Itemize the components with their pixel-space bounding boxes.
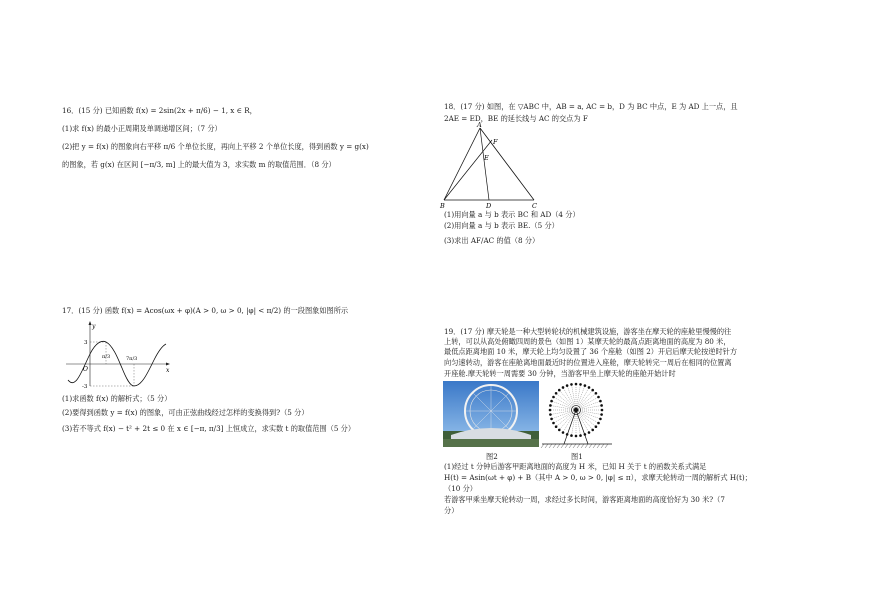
wheel-cabin [552, 396, 555, 399]
ground-hatch [573, 444, 576, 448]
wheel-cabin [579, 383, 582, 386]
ground-hatch [557, 444, 560, 448]
wheel-cabin [597, 396, 600, 399]
q19-part1-line2: H(t) = Asin(ωt + φ) + B（其中 A > 0, ω > 0, |φ| ≤ π），求摩天轮转动一周的解析式 H(t)； [444, 473, 752, 482]
q19-part2-line2: 分） [444, 506, 459, 515]
q17-top-value: 3 [84, 340, 88, 346]
q19-stem-line2: 上转，可以从高处俯瞰四周的景色（如图 1）某摩天轮的最高点距离地面的高度为 80 米， [444, 337, 731, 346]
ground-hatch [569, 444, 572, 448]
wheel-cabin [575, 383, 578, 386]
ground-hatch [541, 444, 544, 448]
wheel-cabin [575, 435, 578, 438]
wheel-spoke [576, 401, 600, 410]
wheel-cabin [570, 383, 573, 386]
q17-tick-7pi-3: 7π/3 [126, 356, 138, 362]
q17-y-label: y [92, 323, 96, 330]
wheel-spoke [567, 386, 576, 410]
q19-stem-line5: 开座舱.摩天轮转一周需要 30 分钟，当游客甲坐上摩天轮的座舱开始计时 [444, 369, 676, 378]
q19-stem-line1: 19．(17 分) 摩天轮是一种大型转轮状的机械建筑设施，游客坐在摩天轮的座舱里慢慢的往 [444, 327, 732, 336]
q17-bottom-value: -3 [82, 384, 88, 390]
ground-hatch [581, 444, 584, 448]
wheel-cabin [600, 404, 603, 407]
wheel-cabin [597, 422, 600, 425]
q18-label-d: D [486, 202, 492, 210]
q19-stem-line4: 向匀速转动，游客在座舱离地面最近时的位置进入座舱，摩天轮转完一周后在相同的位置离 [444, 358, 732, 367]
wheel-spoke [576, 386, 585, 410]
wheel-spoke [552, 401, 576, 410]
q17-part3: (3)若不等式 f(x) − t² + 2t ≤ 0 在 x ∈ [−π, π/3] 上恒成立，求实数 t 的取值范围（5 分） [62, 424, 356, 433]
q17-part2: (2)要得到函数 y = f(x) 的图象，可由正弦曲线经过怎样的变换得到?（5 分） [62, 408, 309, 417]
ground-hatch [577, 444, 580, 448]
q18-part3: (3)求出 AF/AC 的值（8 分） [444, 236, 540, 245]
q18-label-c: C [532, 202, 537, 210]
wheel-spoke [552, 410, 576, 419]
q18-part2: (2)用向量 a 与 b 表示 BE.（5 分） [444, 221, 559, 230]
wheel-cabin [588, 386, 591, 389]
q17-tick-pi-3: π/3 [102, 354, 111, 360]
q17-x-label: x [166, 367, 170, 374]
wheel-cabin [588, 431, 591, 434]
wheel-cabin [549, 413, 552, 416]
wheel-cabin [570, 434, 573, 437]
wheel-support-right [576, 410, 588, 444]
wheel-spoke [576, 387, 589, 410]
q19-part1-line1: (1)经过 t 分钟后游客甲距离地面的高度为 H 米，已知 H 关于 t 的函数关系式满足 [444, 462, 707, 471]
wheel-cabin [595, 425, 598, 428]
wheel-cabin [552, 422, 555, 425]
wheel-cabin [562, 431, 565, 434]
wheel-cabin [601, 409, 604, 412]
ground-hatch [605, 444, 608, 448]
q18-label-f: F [493, 138, 498, 146]
wheel-cabin [555, 425, 558, 428]
ground-hatch [561, 444, 564, 448]
wheel-cabin [579, 434, 582, 437]
q18-label-b: B [440, 202, 445, 210]
ground-hatch [585, 444, 588, 448]
q18-part1: (1)用向量 a 与 b 表示 BC 和 AD（4 分） [444, 210, 580, 219]
wheel-cabin [549, 409, 552, 412]
q16-part2-line2: 的图象，若 g(x) 在区间 [−π/3, m] 上的最大值为 3，求实数 m 的取值范围．（8 分） [62, 160, 336, 169]
wheel-support-left [564, 410, 576, 444]
ferris-wheel-photo [443, 381, 539, 447]
ground-hatch [601, 444, 604, 448]
wheel-cabin [591, 429, 594, 432]
q18-stem-line2: 2AE = ED，BE 的延长线与 AC 的交点为 F [444, 114, 588, 123]
wheel-cabin [595, 392, 598, 395]
wheel-cabin [558, 429, 561, 432]
wheel-cabin [584, 384, 587, 387]
q18-label-a: A [477, 121, 482, 129]
q18-label-e: E [484, 154, 489, 162]
wheel-cabin [550, 418, 553, 421]
wheel-spoke [576, 397, 599, 410]
q17-stem: 17．(15 分) 函数 f(x) = Acos(ωx + φ)(A > 0, ω > 0, |φ| < π/2) 的一段图象如图所示 [62, 306, 349, 315]
q17-origin-label: O [83, 366, 88, 373]
ground-hatch [589, 444, 592, 448]
wheel-cabin [550, 400, 553, 403]
q19-stem-line3: 最低点距离地面 10 米，摩天轮上均匀设置了 36 个座舱（如图 2）开启后摩天轮按逆时针方 [444, 347, 738, 356]
fig2-caption: 图2 [486, 452, 498, 461]
wheel-spoke [553, 410, 576, 423]
wheel-cabin [566, 384, 569, 387]
q16-part2-line1: (2)把 y = f(x) 的图象向右平移 π/6 个单位长度，再向上平移 2 个单位长度，得到函数 y = g(x) [62, 142, 369, 151]
wheel-cabin [549, 404, 552, 407]
ground-hatch [545, 444, 548, 448]
fig1-caption: 图1 [571, 452, 583, 461]
wheel-spoke [563, 387, 576, 410]
q18-stem-line1: 18．(17 分) 如图，在 ▽ABC 中，AB = a, AC = b，D 为 BC 中点，E 为 AD 上一点，且 [444, 102, 738, 111]
ground-hatch [597, 444, 600, 448]
wheel-spoke [553, 397, 576, 410]
q16-stem: 16．(15 分) 已知函数 f(x) = 2sin(2x + π/6) − 1, x ∈ R， [62, 106, 257, 115]
q17-part1: (1)求函数 f(x) 的解析式；（5 分） [62, 394, 172, 403]
q17-cosine-graph [62, 320, 172, 390]
ground-hatch [593, 444, 596, 448]
wheel-cabin [562, 386, 565, 389]
q19-part2-line1: 若游客甲乘坐摩天轮转动一周，求经过多长时间，游客距离地面的高度恰好为 30 米?（7 [444, 495, 725, 504]
ground-hatch [549, 444, 552, 448]
q18-triangle-figure [440, 122, 550, 208]
wheel-spoke [576, 410, 599, 423]
wheel-cabin [599, 418, 602, 421]
ferris-wheel-diagram [538, 380, 618, 450]
ground-hatch [553, 444, 556, 448]
wheel-spoke [576, 410, 600, 419]
q19-part1-line3: （10 分） [444, 484, 477, 493]
wheel-cabin [591, 389, 594, 392]
q16-part1: (1)求 f(x) 的最小正周期及单调递增区间；（7 分） [62, 124, 222, 133]
wheel-cabin [599, 400, 602, 403]
wheel-cabin [558, 389, 561, 392]
ground-hatch [565, 444, 568, 448]
wheel-cabin [600, 413, 603, 416]
wheel-cabin [555, 392, 558, 395]
